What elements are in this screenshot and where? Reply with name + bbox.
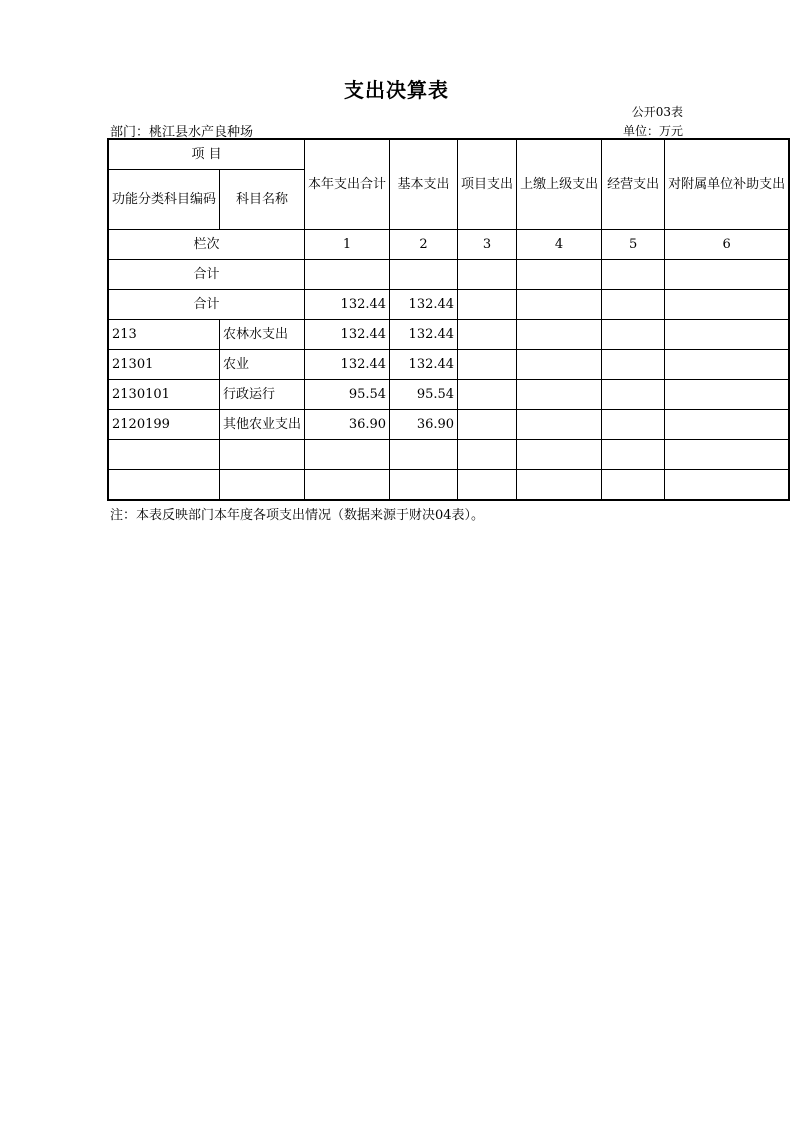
table-cell (220, 470, 305, 501)
subject-name: 农业 (220, 350, 305, 380)
table-cell (458, 260, 517, 290)
table-cell (517, 290, 602, 320)
total-value: 95.54 (305, 380, 390, 410)
table-row (108, 320, 789, 350)
table-cell (517, 320, 602, 350)
table-cell (665, 410, 790, 440)
subject-name: 农林水支出 (220, 320, 305, 350)
column-number: 4 (517, 230, 602, 260)
subject-code: 2130101 (108, 380, 220, 410)
table-row (108, 350, 789, 380)
table-cell (665, 380, 790, 410)
column-number: 6 (665, 230, 790, 260)
department-label: 部门：桃江县水产良种场 (110, 125, 254, 140)
total-value: 132.44 (305, 290, 390, 320)
table-cell (458, 410, 517, 440)
page-title: 支出决算表 (344, 78, 449, 102)
table-cell (517, 470, 602, 501)
basic-value: 95.54 (390, 380, 458, 410)
header-project: 项目支出 (458, 139, 517, 230)
sum-label: 合计 (108, 290, 305, 320)
table-cell (390, 260, 458, 290)
table-cell (108, 470, 220, 501)
subject-name: 行政运行 (220, 380, 305, 410)
table-cell (665, 350, 790, 380)
table-cell (305, 470, 390, 501)
table-cell (665, 440, 790, 470)
total-value: 132.44 (305, 320, 390, 350)
table-cell (602, 380, 665, 410)
subject-name: 其他农业支出 (220, 410, 305, 440)
header-row-1 (108, 139, 789, 170)
header-subsidy: 对附属单位补助支出 (665, 139, 790, 230)
table-cell (517, 440, 602, 470)
column-number: 3 (458, 230, 517, 260)
table-cell (665, 320, 790, 350)
basic-value: 132.44 (390, 350, 458, 380)
header-basic: 基本支出 (390, 139, 458, 230)
table-row (108, 410, 789, 440)
sum-label: 合计 (108, 260, 305, 290)
table-cell (517, 260, 602, 290)
table-cell (665, 290, 790, 320)
column-number: 5 (602, 230, 665, 260)
table-cell (458, 350, 517, 380)
table-cell (517, 410, 602, 440)
subject-code: 21301 (108, 350, 220, 380)
header-name: 科目名称 (220, 170, 305, 230)
column-number: 1 (305, 230, 390, 260)
sum-row (108, 290, 789, 320)
total-value: 36.90 (305, 410, 390, 440)
column-number-row (108, 230, 789, 260)
subject-code: 213 (108, 320, 220, 350)
header-total: 本年支出合计 (305, 139, 390, 230)
unit-label: 单位：万元 (622, 124, 683, 138)
subject-code: 2120199 (108, 410, 220, 440)
empty-row (108, 470, 789, 501)
table-cell (305, 440, 390, 470)
header-item: 项 目 (108, 139, 305, 170)
table-cell (602, 260, 665, 290)
table-cell (517, 350, 602, 380)
empty-row (108, 440, 789, 470)
table-cell (458, 470, 517, 501)
table-cell (305, 260, 390, 290)
basic-value: 132.44 (390, 290, 458, 320)
table-cell (108, 440, 220, 470)
column-number: 2 (390, 230, 458, 260)
column-row-label: 栏次 (108, 230, 305, 260)
table-cell (517, 380, 602, 410)
table-cell (602, 290, 665, 320)
sum-row (108, 260, 789, 290)
basic-value: 36.90 (390, 410, 458, 440)
header-business: 经营支出 (602, 139, 665, 230)
header-upper: 上缴上级支出 (517, 139, 602, 230)
table-cell (458, 320, 517, 350)
table-row (108, 380, 789, 410)
table-cell (220, 440, 305, 470)
table-cell (665, 260, 790, 290)
table-cell (458, 440, 517, 470)
table-cell (602, 350, 665, 380)
basic-value: 132.44 (390, 320, 458, 350)
table-cell (458, 380, 517, 410)
header-code: 功能分类科目编码 (108, 170, 220, 230)
footnote: 注：本表反映部门本年度各项支出情况（数据来源于财决04表）。 (110, 508, 485, 523)
table-cell (602, 440, 665, 470)
table-cell (665, 470, 790, 501)
table-cell (602, 470, 665, 501)
form-code: 公开03表 (631, 105, 683, 119)
table-cell (390, 470, 458, 501)
expenditure-table (107, 138, 790, 501)
table-cell (602, 320, 665, 350)
table-cell (602, 410, 665, 440)
table-cell (458, 290, 517, 320)
total-value: 132.44 (305, 350, 390, 380)
table-cell (390, 440, 458, 470)
